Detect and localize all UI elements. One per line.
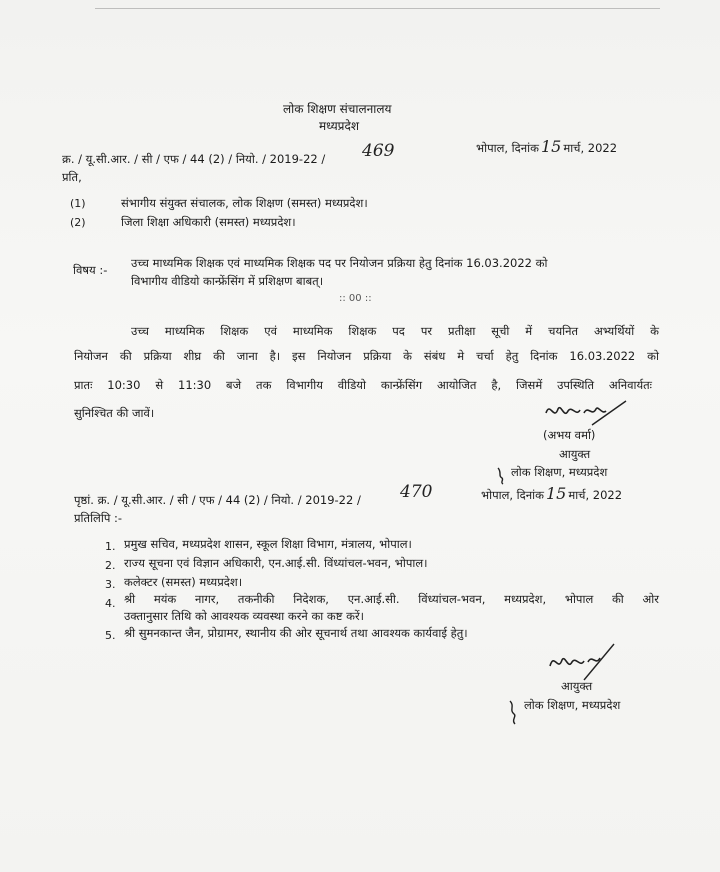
recipient-text: संभागीय संयुक्त संचालक, लोक शिक्षण (समस्त) मध्यप्रदेश। (121, 196, 368, 210)
copy-item-text-continued: उक्तानुसार तिथि को आवश्यक व्यवस्था करने का कष्ट करें। (124, 609, 365, 623)
copy-item-number: 4. (105, 597, 116, 610)
copy-label: प्रतिलिपि :- (74, 511, 123, 525)
scan-edge-line (95, 8, 660, 9)
copy-item-text: राज्य सूचना एवं विज्ञान अधिकारी, एन.आई.सी. विंध्यांचल-भवन, भोपाल। (124, 556, 428, 570)
order-to: प्रति, (62, 170, 82, 184)
signatory-title: आयुक्त (559, 447, 591, 461)
subject-line-1: उच्च माध्यमिक शिक्षक एवं माध्यमिक शिक्षक पद पर नियोजन प्रक्रिया हेतु दिनांक 16.03.2022 को (131, 256, 548, 270)
copy-item-text: प्रमुख सचिव, मध्यप्रदेश शासन, स्कूल शिक्षा विभाग, मंत्रालय, भोपाल। (124, 537, 412, 551)
initial-mark (494, 464, 512, 486)
signatory-name: (अभय वर्मा) (543, 428, 596, 442)
copy-item-text: कलेक्टर (समस्त) मध्यप्रदेश। (124, 575, 243, 589)
recipient-text: जिला शिक्षा अधिकारी (समस्त) मध्यप्रदेश। (121, 215, 296, 229)
office-name: लोक शिक्षण संचालनालय (283, 102, 392, 116)
body-line-3: प्रातः 10:30 से 11:30 बजे तक विभागीय वीडियो कान्फ्रेंसिंग आयोजित है, जिसमें उपस्थिति अनिवार्यतः (74, 378, 652, 392)
body-line-1: उच्च माध्यमिक शिक्षक एवं माध्यमिक शिक्षक पद पर प्रतीक्षा सूची में चयनित अभ्यर्थियों के (131, 324, 659, 338)
body-line-2: नियोजन की प्रक्रिया शीघ्र की जाना है। इस नियोजन प्रक्रिया के संबंध मे चर्चा हेतु दिनांक 16.03.2022 को (74, 349, 659, 363)
endorsement-ref-number: पृष्ठां. क्र. / यू.सी.आर. / सी / एफ / 44 (2) / नियो. / 2019-22 / (74, 493, 361, 507)
endorsement-sign-title: आयुक्त (561, 679, 593, 693)
endorsement-sign-dept: लोक शिक्षण, मध्यप्रदेश (524, 698, 621, 712)
recipient-number: (2) (70, 216, 86, 229)
order-ref-number: क्र. / यू.सी.आर. / सी / एफ / 44 (2) / नियो. / 2019-22 / (62, 152, 326, 166)
signatory-dept: लोक शिक्षण, मध्यप्रदेश (511, 465, 608, 479)
subject-line-2: विभागीय वीडियो कान्फ्रेंसिंग में प्रशिक्षण बाबत्। (131, 274, 324, 288)
copy-item-number: 1. (105, 540, 116, 553)
subject-label: विषय :- (73, 263, 108, 277)
body-line-4: सुनिश्चित की जावें। (74, 406, 155, 420)
copy-item-number: 5. (105, 629, 116, 642)
order-date-handwritten: 15 (540, 137, 562, 156)
copy-item-text: श्री मयंक नागर, तकनीकी निदेशक, एन.आई.सी. विंध्यांचल-भवन, मध्यप्रदेश, भोपाल की ओर (124, 592, 659, 606)
order-ref-handwritten: 469 (362, 141, 395, 161)
subject-separator: :: 00 :: (339, 293, 372, 304)
endorsement-date: भोपाल, दिनांक 15 मार्च, 2022 (481, 484, 623, 503)
endorsement-ref-handwritten: 470 (400, 482, 433, 502)
order-date: भोपाल, दिनांक 15 मार्च, 2022 (476, 137, 618, 156)
copy-item-number: 3. (105, 578, 116, 591)
copy-item-number: 2. (105, 559, 116, 572)
copy-item-text: श्री सुमनकान्त जैन, प्रोग्रामर, स्थानीय की ओर सूचनार्थ तथा आवश्यक कार्यवाई हेतु। (124, 626, 468, 640)
endorsement-date-handwritten: 15 (545, 484, 567, 503)
office-state: मध्यप्रदेश (319, 119, 360, 133)
recipient-number: (1) (70, 197, 86, 210)
initial-mark (505, 698, 525, 728)
